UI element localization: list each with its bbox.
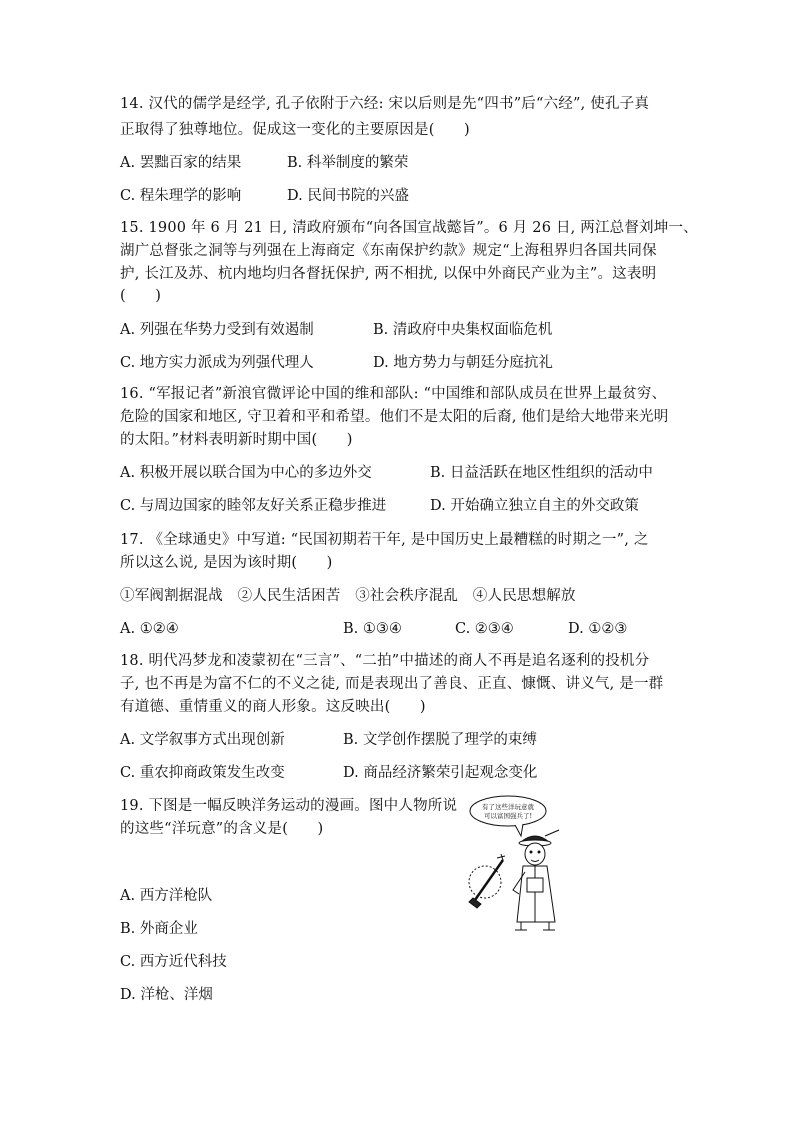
question-19-stem-line-2: 的这些“洋玩意”的含义是( )	[120, 821, 324, 837]
speech-bubble	[470, 796, 546, 836]
question-17-stem-line-2: 所以这么说, 是因为该时期( )	[120, 555, 333, 571]
qing-official-figure	[513, 830, 559, 930]
question-18-option-a: A. 文学叙事方式出现创新	[120, 732, 285, 748]
question-16-option-b: B. 日益活跃在地区性组织的活动中	[430, 465, 653, 481]
question-15-option-c: C. 地方实力派成为列强代理人	[120, 355, 314, 371]
question-18-stem-line-1: 18. 明代冯梦龙和凌蒙初在“三言”、“二拍”中描述的商人不再是追名逐利的投机分	[120, 653, 650, 669]
question-16-stem-line-1: 16. “军报记者”新浪官微评论中国的维和部队: “中国维和部队成员在世界上最贫穷、	[120, 386, 667, 402]
question-16-stem-line-2: 危险的国家和地区, 守卫着和平和希望。他们不是太阳的后裔, 他们是给大地带来光明	[120, 409, 669, 425]
question-18-option-c: C. 重农抑商政策发生改变	[120, 765, 285, 781]
speech-bubble-line-2: 可以富国强兵了!	[483, 812, 533, 820]
question-16-stem-line-3: 的太阳。”材料表明新时期中国( )	[120, 432, 353, 448]
question-14-option-b: B. 科举制度的繁荣	[287, 155, 409, 171]
question-14-option-c: C. 程朱理学的影响	[120, 188, 242, 204]
question-19-option-b: B. 外商企业	[120, 921, 198, 937]
question-15-stem-line-2: 湖广总督张之洞等与列强在上海商定《东南保护约款》规定“上海租界归各国共同保	[120, 243, 657, 259]
question-15-option-a: A. 列强在华势力受到有效遏制	[120, 322, 314, 338]
question-19-stem-line-1: 19. 下图是一幅反映洋务运动的漫画。图中人物所说	[120, 798, 458, 814]
question-17-option-a: A. ①②④	[120, 621, 179, 637]
question-16-option-c: C. 与周边国家的睦邻友好关系正稳步推进	[120, 498, 387, 514]
question-18-option-b: B. 文学创作摆脱了理学的束缚	[343, 732, 537, 748]
question-18-stem-line-2: 子, 也不再是为富不仁的不义之徒, 而是表现出了善良、正直、慷慨、讲义气, 是一群	[120, 676, 664, 692]
question-17-option-c: C. ②③④	[455, 621, 514, 637]
question-19-option-d: D. 洋枪、洋烟	[120, 987, 213, 1003]
question-15-option-b: B. 清政府中央集权面临危机	[373, 322, 553, 338]
rifle-icon	[469, 854, 505, 908]
question-14-option-a: A. 罢黜百家的结果	[120, 155, 242, 171]
question-16-option-d: D. 开始确立独立自主的外交政策	[430, 498, 639, 514]
question-17-stem-line-1: 17. 《全球通史》中写道: “民国初期若干年, 是中国历史上最糟糕的时期之一”, 之	[120, 532, 649, 548]
question-15-stem-line-3: 护, 长江及苏、杭内地均归各督抚保护, 两不相扰, 以保中外商民产业为主”。这表明	[120, 266, 657, 282]
yangwu-cartoon-illustration	[455, 790, 575, 940]
question-17-option-b: B. ①③④	[343, 621, 402, 637]
question-14-option-d: D. 民间书院的兴盛	[287, 188, 409, 204]
question-14-stem-line-2: 正取得了独尊地位。促成这一变化的主要原因是( )	[120, 122, 470, 138]
speech-bubble-line-1: 有了这些洋玩意就	[482, 803, 534, 811]
question-14-stem-line-1: 14. 汉代的儒学是经学, 孔子依附于六经: 宋以后则是先“四书”后“六经”, 使孔子真	[120, 96, 650, 112]
question-16-option-a: A. 积极开展以联合国为中心的多边外交	[120, 465, 372, 481]
question-15-option-d: D. 地方势力与朝廷分庭抗礼	[373, 355, 553, 371]
question-18-option-d: D. 商品经济繁荣引起观念变化	[343, 765, 538, 781]
question-19-option-a: A. 西方洋枪队	[120, 888, 213, 904]
question-17-option-d: D. ①②③	[568, 621, 628, 637]
question-15-stem-line-4: ( )	[120, 288, 162, 304]
question-17-statements: ①军阀割据混战 ②人民生活困苦 ③社会秩序混乱 ④人民思想解放	[120, 588, 576, 604]
question-19-option-c: C. 西方近代科技	[120, 954, 227, 970]
question-18-stem-line-3: 有道德、重情重义的商人形象。这反映出( )	[120, 699, 426, 715]
question-15-stem-line-1: 15. 1900 年 6 月 21 日, 清政府颁布“向各国宣战懿旨”。6 月 26 日, 两江总督刘坤一、	[120, 220, 698, 236]
